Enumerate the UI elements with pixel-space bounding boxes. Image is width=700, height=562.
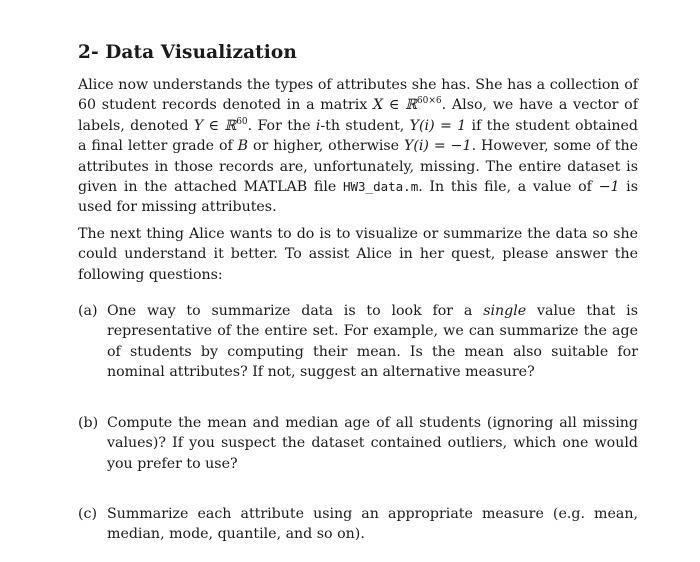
text-span: One way to summarize data is to look for a — [107, 303, 484, 320]
math-missing-value: −1 — [598, 179, 620, 196]
question-text: Compute the mean and median age of all students (ignoring all missing values)? If you suspect the dataset contained outliers, which one would you prefer to use? — [107, 414, 638, 472]
question-label: (c) — [78, 505, 98, 522]
text-span: . However, some of the attributes in those records are, unfortunately, missing. The entire dataset is given in the attached MATLAB file — [78, 138, 638, 196]
text-span: . In this file, a value of — [418, 179, 599, 196]
question-label: (a) — [78, 303, 98, 320]
question-text: Summarize each attribute using an appropriate measure (e.g. mean, median, mode, quantile, and so on). — [107, 505, 638, 543]
text-span: -th student, — [320, 117, 410, 134]
text-span: or higher, otherwise — [248, 138, 404, 155]
math-superscript: 60 — [236, 116, 248, 127]
text-span: value that is representative of the entire set. For example, we can summarize the age of students by computing their mean. Is the mean also suitable for nominal attributes? If not, suggest an alternative measure? — [107, 303, 638, 381]
math-equation: Y(i) = 1 — [409, 117, 467, 134]
text-span: if the student obtained a final letter grade of — [78, 117, 638, 155]
question-c — [78, 504, 638, 545]
emphasis-text: single — [483, 303, 527, 320]
section-title: 2- Data Visualization — [78, 42, 297, 63]
math-grade-b: B — [237, 138, 249, 155]
text-span: Alice now understands the types of attributes she has. She has a collection of 60 student records denoted in a matrix — [78, 77, 638, 114]
math-index-i: i — [315, 117, 321, 134]
question-a — [78, 301, 638, 383]
document-page — [78, 42, 638, 545]
math-vector-y: Y ∈ ℝ — [193, 117, 237, 134]
math-superscript: 60×6 — [416, 96, 442, 107]
filename-code: HW3_data.m — [342, 179, 419, 195]
intro-paragraph — [78, 75, 638, 218]
text-span: . For the — [247, 117, 316, 134]
task-paragraph: The next thing Alice wants to do is to visualize or summarize the data so she could understand it better. To assist Alice in her quest, please answer the following questions: — [78, 225, 638, 283]
text-span: is used for missing attributes. — [78, 179, 638, 216]
question-text — [107, 301, 638, 383]
math-equation: Y(i) = −1 — [403, 138, 472, 155]
question-list — [78, 301, 638, 545]
question-b — [78, 413, 638, 474]
text-span: . Also, we have a vector of labels, denoted — [78, 97, 638, 134]
question-label: (b) — [78, 414, 99, 431]
math-matrix-x: X ∈ ℝ — [373, 97, 417, 114]
